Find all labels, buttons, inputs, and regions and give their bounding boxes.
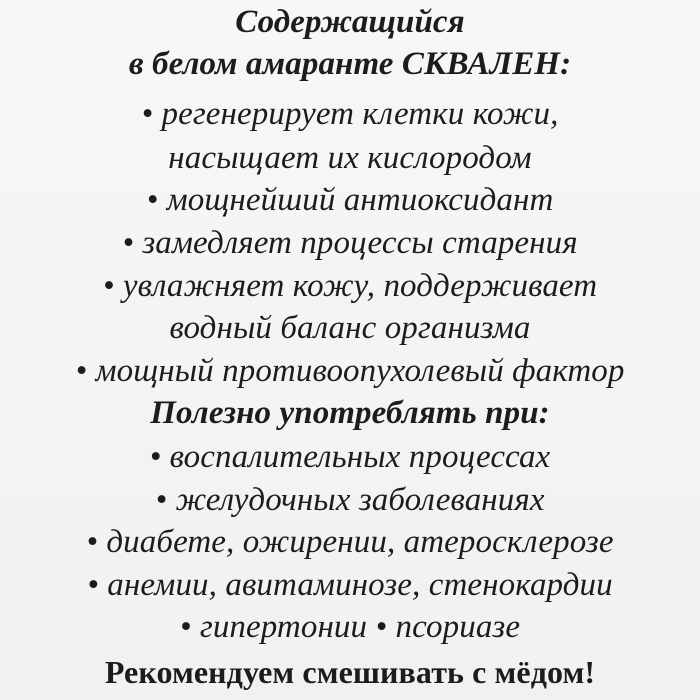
condition-item: • желудочных заболеваниях bbox=[155, 482, 545, 518]
recommendation-text: Рекомендуем смешивать с мёдом! bbox=[104, 654, 596, 690]
heading-line-2: в белом амаранте СКВАЛЕН: bbox=[128, 46, 572, 82]
condition-item: • псориазе bbox=[375, 609, 521, 645]
benefit-item: • мощнейший антиоксидант bbox=[146, 182, 554, 218]
benefit-item: • регенерирует клетки кожи, bbox=[141, 96, 559, 132]
benefit-item: водный баланс организма bbox=[169, 310, 531, 346]
condition-item: • гипертонии bbox=[179, 609, 368, 645]
condition-item: • анемии, авитаминозе, стенокардии bbox=[87, 567, 613, 603]
benefit-item: • замедляет процессы старения bbox=[122, 225, 578, 261]
condition-item: • воспалительных процессах bbox=[149, 439, 551, 475]
benefit-item: • мощный противоопухолевый фактор bbox=[75, 353, 625, 389]
condition-last-row bbox=[0, 607, 700, 647]
benefit-item: • увлажняет кожу, поддерживает bbox=[102, 268, 598, 304]
heading-line-1: Содержащийся bbox=[235, 4, 465, 40]
benefit-item: насыщает их кислородом bbox=[168, 140, 532, 176]
usage-heading: Полезно употреблять при: bbox=[150, 395, 550, 431]
condition-item: • диабете, ожирении, атеросклерозе bbox=[86, 524, 614, 560]
